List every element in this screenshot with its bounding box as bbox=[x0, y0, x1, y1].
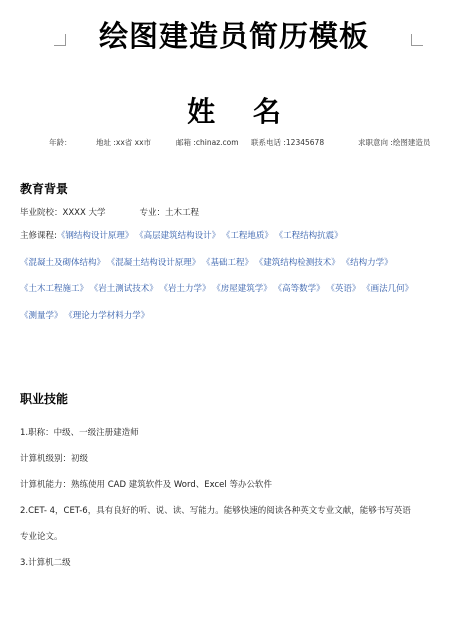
course-item: 《钢结构设计原理》 bbox=[56, 231, 134, 241]
education-school: 毕业院校：XXXX 大学 bbox=[20, 208, 106, 218]
course-item: 《基础工程》 bbox=[206, 257, 254, 268]
education-major: 专业：土木工程 bbox=[139, 208, 200, 218]
info-intention: 求职意向 :绘图建造员 bbox=[358, 138, 431, 147]
course-item: 《工程地质》 bbox=[226, 231, 273, 241]
courses-label: 主修课程: bbox=[20, 231, 57, 241]
section-title-education: 教育背景 bbox=[20, 182, 69, 196]
course-item: 《岩土力学》 bbox=[163, 284, 211, 294]
course-item: 《混凝土及砌体结构》 bbox=[20, 257, 106, 268]
candidate-name: 姓 名 bbox=[187, 95, 295, 128]
course-item: 《结构力学》 bbox=[345, 257, 393, 268]
course-item: 《混凝土结构设计原理》 bbox=[111, 257, 201, 268]
skill-line: 专业论文。 bbox=[20, 532, 63, 542]
course-item: 《英语》 bbox=[330, 284, 361, 294]
course-item: 《高层建筑结构设计》 bbox=[139, 231, 221, 241]
education-school-major bbox=[20, 206, 199, 218]
section-title-skills: 职业技能 bbox=[20, 392, 69, 406]
info-age: 年龄： bbox=[49, 138, 72, 147]
course-item: 《房屋建筑学》 bbox=[216, 284, 272, 294]
course-item: 《测量学》 bbox=[20, 310, 63, 321]
skill-line: 计算机能力：熟练使用 CAD 建筑软件及 Word、Excel 等办公软件 bbox=[20, 480, 272, 490]
skill-line: 3.计算机二级 bbox=[20, 558, 71, 568]
course-item: 《岩土测试技术》 bbox=[94, 284, 158, 294]
skill-line: 1.职称：中级、一级注册建造师 bbox=[20, 428, 139, 438]
skill-line: 计算机级别：初级 bbox=[20, 454, 89, 464]
info-phone: 联系电话 :12345678 bbox=[251, 138, 325, 147]
course-item: 《建筑结构检测技术》 bbox=[259, 257, 340, 268]
info-address: 地址 :xx省 xx市 bbox=[96, 138, 152, 147]
info-email: 邮箱 :chinaz.com bbox=[176, 138, 239, 147]
course-item: 《土木工程施工》 bbox=[20, 284, 89, 294]
course-item: 《理论力学材料力学》 bbox=[68, 310, 150, 321]
course-item: 《工程结构抗震》 bbox=[278, 231, 343, 241]
course-list bbox=[20, 223, 450, 329]
course-item: 《高等数学》 bbox=[277, 284, 325, 294]
skill-line: 2.CET- 4，CET-6，具有良好的听、说、读、写能力。能够快速的阅读各种英文专业文献，能够书写英语 bbox=[20, 506, 411, 516]
document-title: 绘图建造员简历模板 bbox=[98, 19, 369, 53]
course-item: 《画法几何》 bbox=[366, 284, 414, 294]
